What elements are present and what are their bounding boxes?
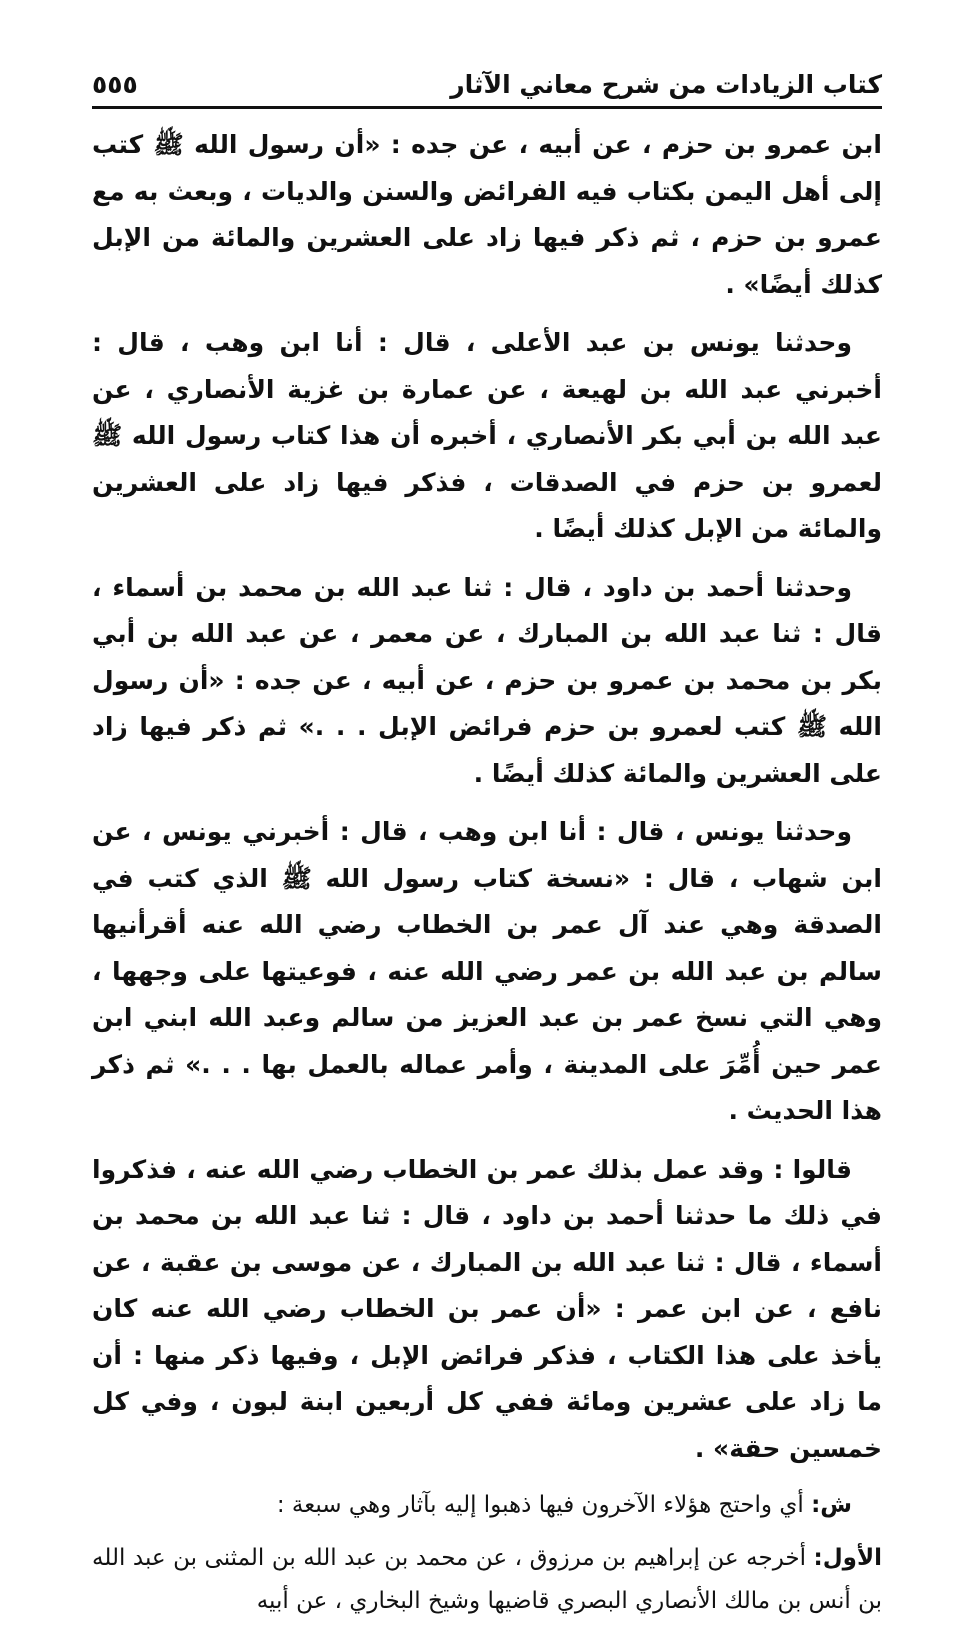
hadith-paragraph: وحدثنا يونس بن عبد الأعلى ، قال : أنا ابن وهب ، قال : أخبرني عبد الله بن لهيعة ، عن عمارة بن غزية الأنصاري ، عن عبد الله بن أبي بكر الأنصاري ، أخبره أن هذا كتاب رسول الله ﷺ لعمرو بن حزم في الصدقات ، فذكر فيها زاد على العشرين والمائة من الإبل كذلك أيضًا . xyxy=(92,328,882,543)
commentary-text: أي واحتج هؤلاء الآخرون فيها ذهبوا إليه بآثار وهي سبعة : xyxy=(276,1492,812,1518)
hadith-paragraph: ابن عمرو بن حزم ، عن أبيه ، عن جده : «أن رسول الله ﷺ كتب إلى أهل اليمن بكتاب فيه الفرائض والسنن والديات ، وبعث به مع عمرو بن حزم ، ثم ذكر فيها زاد على العشرين والمائة من الإبل كذلك أيضًا» . xyxy=(92,130,882,299)
header-divider xyxy=(92,106,882,109)
hadith-paragraph: قالوا : وقد عمل بذلك عمر بن الخطاب رضي الله عنه ، فذكروا في ذلك ما حدثنا أحمد بن داود ، قال : ثنا عبد الله بن محمد بن أسماء ، قال : ثنا عبد الله بن المبارك ، عن موسى بن عقبة ، عن نافع ، عن ابن عمر : «أن عمر بن الخطاب رضي الله عنه كان يأخذ على هذا الكتاب ، فذكر فرائض الإبل ، وفيها ذكر منها : أن ما زاد على عشرين ومائة ففي كل أربعين ابنة لبون ، وفي كل خمسين حقة» . xyxy=(92,1154,882,1463)
running-header xyxy=(92,55,882,99)
book-title: كتاب الزيادات من شرح معاني الآثار xyxy=(450,70,882,99)
main-text xyxy=(92,122,882,1633)
commentary-paragraph xyxy=(92,1484,882,1527)
commentary-text: أخرجه عن إبراهيم بن مرزوق ، عن محمد بن عبد الله بن المثنى بن عبد الله بن أنس بن مالك الأنصاري البصري قاضيها وشيخ البخاري ، عن أبيه xyxy=(92,1545,882,1614)
page-number: ٥٥٥ xyxy=(92,70,138,99)
commentary-marker: الأول: xyxy=(813,1545,882,1571)
commentary-paragraph xyxy=(92,1537,882,1623)
commentary-marker: ش: xyxy=(811,1492,852,1518)
hadith-paragraph: وحدثنا يونس ، قال : أنا ابن وهب ، قال : أخبرني يونس ، عن ابن شهاب ، قال : «نسخة كتاب رسول الله ﷺ الذي كتب في الصدقة وهي عند آل عمر بن الخطاب رضي الله عنه أقرأنيها سالم بن عبد الله بن عمر رضي الله عنه ، فوعيتها على وجهها ، وهي التي نسخ عمر بن عبد العزيز من سالم وعبد الله ابني ابن عمر حين أُمِّرَ على المدينة ، وأمر عماله بالعمل بها . . .» ثم ذكر هذا الحديث . xyxy=(92,817,882,1125)
hadith-paragraph: وحدثنا أحمد بن داود ، قال : ثنا عبد الله بن محمد بن أسماء ، قال : ثنا عبد الله بن المبارك ، عن معمر ، عن عبد الله بن أبي بكر بن محمد بن عمرو بن حزم ، عن أبيه ، عن جده : «أن رسول الله ﷺ كتب لعمرو بن حزم فرائض الإبل . . .» ثم ذكر فيها زاد على العشرين والمائة كذلك أيضًا . xyxy=(92,572,882,788)
